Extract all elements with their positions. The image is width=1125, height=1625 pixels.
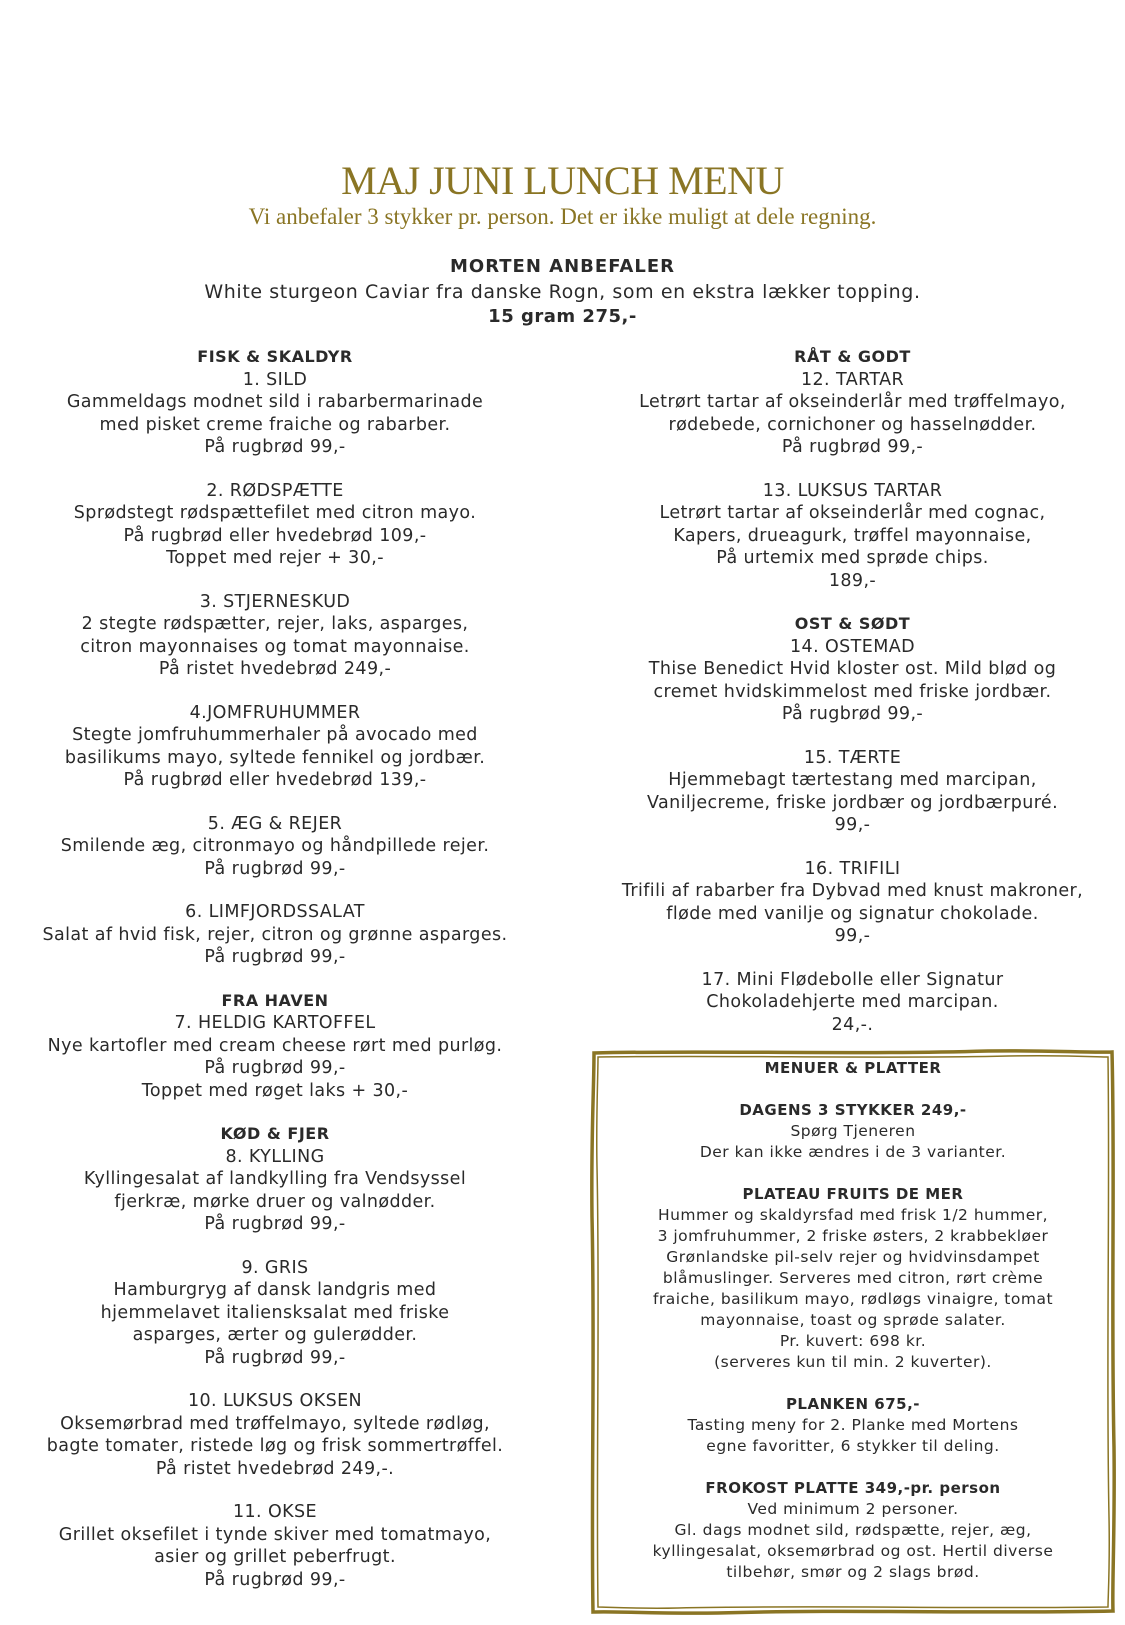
box-item-line: 3 jomfruhummer, 2 friske østers, 2 krabbekløer [657,1227,1049,1245]
menu-item [580,636,1125,726]
menu-item [0,702,550,792]
item-description-line: På rugbrød 99,- [781,437,924,457]
menu-item [0,1146,550,1236]
box-item-title: PLANKEN 675,- [785,1395,921,1413]
item-name: 11. OKSE [232,1502,317,1522]
item-description-line: På ristet hvedebrød 249,-. [155,1458,395,1479]
item-description-line: Sprødstegt rødspættefilet med citron mayo. [73,503,477,523]
box-item-title: FROKOST PLATTE 349,-pr. person [705,1479,1001,1497]
menu-item [0,480,550,570]
item-description-line: Nye kartofler med cream cheese rørt med purløg. [47,1035,503,1056]
item-description-line: På rugbrød 99,- [204,1569,346,1590]
item-description-line: 2 stegte rødspætter, rejer, laks, asparges, [81,614,469,634]
box-item [588,1394,1118,1457]
box-heading: MENUER & PLATTER [764,1059,942,1077]
section-heading-fisk: FISK & SKALDYR [197,347,353,366]
item-name: 2. RØDSPÆTTE [206,480,344,501]
item-name: 10. LUKSUS OKSEN [187,1391,363,1411]
menu-item [580,369,1125,459]
item-description-line: 24,-. [831,1014,874,1035]
box-item [588,1478,1118,1583]
item-description-line: På rugbrød 99,- [204,1347,346,1368]
box-item-line: Spørg Tjeneren [790,1122,916,1140]
box-item-title: DAGENS 3 STYKKER 249,- [739,1101,967,1119]
item-name: 5. ÆG & REJER [207,813,343,834]
box-item-line: mayonnaise, toast og sprøde salater. [700,1311,1006,1329]
box-item-line: Tasting meny for 2. Planke med Mortens [687,1416,1019,1434]
item-description-line: Thise Benedict Hvid kloster ost. Mild blød og [648,659,1057,679]
menu-item [0,813,550,881]
item-description-line: Toppet med rejer + 30,- [166,548,384,568]
item-description-line: På rugbrød 99,- [204,947,346,967]
item-description-line: asier og grillet peberfrugt. [154,1547,396,1567]
section-heading-kod: KØD & FJER [220,1124,330,1143]
item-description-line: Hjemmebagt tærtestang med marcipan, [668,770,1037,790]
box-item-line: Gl. dags modnet sild, rødspætte, rejer, æg, [674,1521,1032,1539]
box-content [588,1058,1118,1604]
menu-title: MAJ JUNI LUNCH MENU [341,158,784,203]
item-description-line: Letrørt tartar af okseinderlår med cognac, [659,503,1046,523]
menu-item [580,858,1125,948]
menu-subtitle: Vi anbefaler 3 stykker pr. person. Det er ikke muligt at dele regning. [248,204,877,229]
item-name: 6. LIMFJORDSSALAT [185,902,365,922]
item-name: 4.JOMFRUHUMMER [189,702,361,723]
item-description-line: cremet hvidskimmelost med friske jordbær. [653,681,1052,702]
section-heading-haven: FRA HAVEN [221,990,329,1010]
item-name: 8. KYLLING [225,1146,325,1167]
item-description-line: citron mayonnaises og tomat mayonnaise. [80,636,470,657]
item-name: 17. Mini Flødebolle eller Signatur [701,969,1004,990]
menu-item [0,591,550,681]
menu-item [0,1257,550,1370]
item-name: 7. HELDIG KARTOFFEL [174,1013,376,1033]
item-description-line: Hamburgryg af dansk landgris med [113,1280,437,1300]
item-description-line: På rugbrød eller hvedebrød 109,- [123,525,427,546]
item-description-line: asparges, ærter og gulerødder. [132,1325,418,1345]
item-description-line: Vaniljecreme, friske jordbær og jordbærpuré. [646,792,1059,813]
box-item-title: PLATEAU FRUITS DE MER [742,1185,964,1203]
box-item-line: egne favoritter, 6 stykker til deling. [706,1437,1000,1455]
item-description-line: På ristet hvedebrød 249,- [158,659,392,679]
item-description-line: På rugbrød 99,- [204,1214,346,1234]
recommendation-heading: MORTEN ANBEFALER [450,256,675,277]
section-heading-raat: RÅT & GODT [794,347,911,366]
recommendation [0,255,1125,329]
item-description-line: med pisket creme fraiche og rabarber. [99,414,451,435]
item-name: 15. TÆRTE [803,747,902,768]
menu-item [580,480,1125,593]
box-item-line: fraiche, basilikum mayo, rødløgs vinaigre, tomat [652,1290,1054,1308]
box-item-line: (serveres kun til min. 2 kuverter). [714,1353,992,1371]
item-description-line: Kyllingesalat af landkylling fra Vendsyssel [83,1169,467,1189]
item-name: 3. STJERNESKUD [199,591,351,612]
menu-item [0,1501,550,1591]
box-item-line: Der kan ikke ændres i de 3 varianter. [699,1143,1007,1161]
item-description-line: fløde med vanilje og signatur chokolade. [666,903,1039,924]
box-item-line: Hummer og skaldyrsfad med frisk 1/2 hummer, [657,1206,1049,1224]
box-item-line: blåmuslinger. Serveres med citron, rørt crème [662,1269,1044,1287]
item-description-line: På rugbrød 99,- [204,1058,346,1078]
box-item [588,1100,1118,1163]
item-name: 13. LUKSUS TARTAR [762,480,943,501]
item-description-line: Salat af hvid fisk, rejer, citron og grønne asparges. [42,924,508,945]
menu-item [0,1390,550,1480]
box-item [588,1184,1118,1373]
box-item-line: kyllingesalat, oksemørbrad og ost. Hertil diverse [652,1542,1054,1560]
item-name: 9. GRIS [241,1257,309,1278]
menu-item [0,901,550,969]
item-description-line: Toppet med røget laks + 30,- [141,1080,409,1101]
box-item-line: Pr. kuvert: 698 kr. [779,1332,927,1350]
item-description-line: Chokoladehjerte med marcipan. [706,992,999,1012]
item-description-line: På rugbrød 99,- [204,437,346,457]
menu-header [0,158,1125,230]
recommendation-price: 15 gram 275,- [488,306,637,327]
section-heading-ost: OST & SØDT [794,614,911,633]
item-description-line: bagte tomater, ristede løg og frisk sommertrøffel. [46,1436,504,1456]
item-description-line: hjemmelavet italiensksalat med friske [100,1302,450,1323]
item-description-line: Kapers, drueagurk, trøffel mayonnaise, [673,525,1032,546]
item-description-line: Grillet oksefilet i tynde skiver med tomatmayo, [58,1524,492,1545]
recommendation-text: White sturgeon Caviar fra danske Rogn, som en ekstra lækker topping. [204,281,921,303]
item-description-line: rødebede, cornichoner og hasselnødder. [668,414,1037,435]
item-description-line: Trifili af rabarber fra Dybvad med knust makroner, [621,881,1084,901]
box-item-line: Ved minimum 2 personer. [747,1500,959,1518]
item-name: 12. TARTAR [800,369,905,390]
item-description-line: fjerkræ, mørke druer og valnødder. [114,1191,436,1212]
item-description-line: Stegte jomfruhummerhaler på avocado med [72,725,478,745]
menu-item [0,1012,550,1102]
box-item-line: tilbehør, smør og 2 slags brød. [726,1563,980,1581]
item-description-line: På urtemix med sprøde chips. [716,548,989,568]
item-description-line: basilikums mayo, syltede fennikel og jordbær. [64,747,486,768]
item-description-line: På rugbrød eller hvedebrød 139,- [123,770,427,790]
item-description-line: 99,- [834,815,871,835]
menu-item [580,969,1125,1037]
menu-item [580,747,1125,837]
item-name: 14. OSTEMAD [790,636,915,657]
platter-box [588,1047,1118,1617]
item-description-line: Oksemørbrad med trøffelmayo, syltede rødløg, [60,1413,490,1434]
item-description-line: På rugbrød 99,- [204,858,346,879]
item-description-line: Smilende æg, citronmayo og håndpillede rejer. [60,836,490,856]
box-item-line: Grønlandske pil-selv rejer og hvidvinsdampet [666,1248,1040,1266]
item-description-line: 189,- [828,570,877,591]
menu-item [0,369,550,459]
right-column [580,346,1125,1057]
item-description-line: Letrørt tartar af okseinderlår med trøffelmayo, [639,392,1066,412]
item-description-line: Gammeldags modnet sild i rabarbermarinade [66,392,484,412]
item-description-line: 99,- [834,926,871,946]
item-description-line: På rugbrød 99,- [781,704,924,724]
item-name: 1. SILD [242,369,308,390]
item-name: 16. TRIFILI [804,858,901,879]
left-column [0,346,550,1612]
